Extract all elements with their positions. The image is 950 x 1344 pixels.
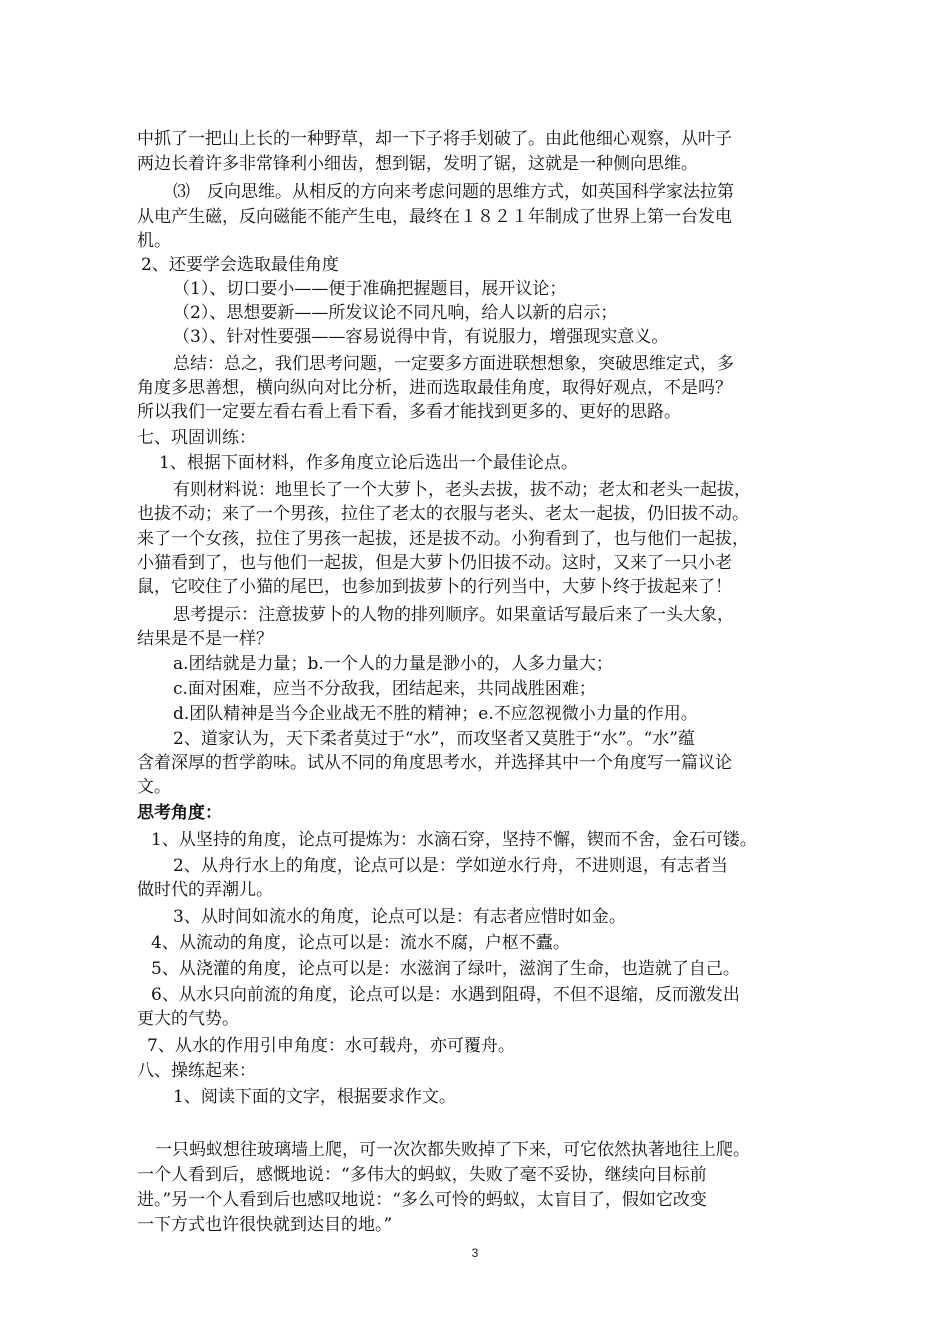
text-line: （2）、思想要新——所发议论不同凡响，给人以新的启示； xyxy=(173,303,618,323)
text-line: 来了一个女孩，拉住了男孩一起拔，还是拔不动。小狗看到了，也与他们一起拔， xyxy=(137,529,749,549)
text-line: （1）、切口要小——便于准确把握题目，展开议论； xyxy=(173,279,567,299)
text-line: 6、从水只向前流的角度，论点可以是：水遇到阻碍，不但不退缩，反而激发出 xyxy=(151,985,740,1005)
text-line: a.团结就是力量；b.一个人的力量是渺小的，人多力量大； xyxy=(173,654,613,674)
text-line: c.面对困难，应当不分敌我，团结起来，共同战胜困难； xyxy=(173,679,596,699)
text-line: 一下方式也许很快就到达目的地。” xyxy=(137,1215,393,1235)
text-line: 一个人看到后，感慨地说：“多伟大的蚂蚁，失败了毫不妥协，继续向目标前 xyxy=(137,1165,707,1185)
text-line: 2、道家认为，天下柔者莫过于“水”，而攻坚者又莫胜于“水”。“水”蕴 xyxy=(173,729,695,749)
text-line: 2、从舟行水上的角度，论点可以是：学如逆水行舟，不进则退，有志者当 xyxy=(173,856,728,876)
section-heading: 思考角度： xyxy=(137,803,222,823)
text-line: 总结：总之，我们思考问题，一定要多方面进联想想象，突破思维定式，多 xyxy=(173,354,734,374)
text-line: 更大的气势。 xyxy=(137,1009,239,1029)
text-line: d.团队精神是当今企业战无不胜的精神；e.不应忽视微小力量的作用。 xyxy=(173,704,698,724)
text-line: 2、还要学会选取最佳角度 xyxy=(141,255,339,275)
text-line: 1、根据下面材料，作多角度立论后选出一个最佳论点。 xyxy=(159,453,578,473)
text-line: 鼠，它咬住了小猫的尾巴，也参加到拔萝卜的行列当中，大萝卜终于拔起来了！ xyxy=(137,577,732,597)
text-line: 八、操练起来： xyxy=(137,1061,256,1081)
text-line: （3）、针对性要强——容易说得中肯，有说服力，增强现实意义。 xyxy=(173,327,669,347)
text-line: 7、从水的作用引申角度：水可载舟，亦可覆舟。 xyxy=(147,1036,515,1056)
text-line: 4、从流动的角度，论点可以是：流水不腐，户枢不蠹。 xyxy=(151,933,570,953)
text-line: 机。 xyxy=(137,231,171,251)
text-line: 角度多思善想，横向纵向对比分析，进而选取最佳角度，取得好观点，不是吗？ xyxy=(137,378,732,398)
text-line: 所以我们一定要左看右看上看下看，多看才能找到更多的、更好的思路。 xyxy=(137,402,681,422)
text-line: 七、巩固训练： xyxy=(137,428,256,448)
text-line: 也拔不动；来了一个男孩，拉住了老太的衣服与老头、老太一起拔，仍旧拔不动。 xyxy=(137,504,749,524)
text-line: 3、从时间如流水的角度，论点可以是：有志者应惜时如金。 xyxy=(173,907,626,927)
text-line: 思考提示：注意拔萝卜的人物的排列顺序。如果童话写最后来了一头大象， xyxy=(173,605,734,625)
text-line: 含着深厚的哲学韵味。试从不同的角度思考水，并选择其中一个角度写一篇议论 xyxy=(137,753,732,773)
text-line: 有则材料说：地里长了一个大萝卜，老头去拔，拔不动；老太和老头一起拔， xyxy=(173,480,751,500)
text-line: ⑶ 反向思维。从相反的方向来考虑问题的思维方式，如英国科学家法拉第 xyxy=(173,182,734,202)
text-line: 1、阅读下面的文字，根据要求作文。 xyxy=(173,1087,456,1107)
text-line: 中抓了一把山上长的一种野草，却一下子将手划破了。由此他细心观察，从叶子 xyxy=(137,129,732,149)
text-line: 一只蚂蚁想往玻璃墙上爬，可一次次都失败掉了下来，可它依然执著地往上爬。 xyxy=(155,1140,750,1160)
text-line: 两边长着许多非常锋利小细齿，想到锯，发明了锯，这就是一种侧向思维。 xyxy=(137,154,698,174)
text-line: 1、从坚持的角度，论点可提炼为：水滴石穿，坚持不懈，锲而不舍，金石可镂。 xyxy=(151,830,757,850)
text-line: 结果是不是一样？ xyxy=(137,629,273,649)
text-line: 进。”另一个人看到后也感叹地说：“多么可怜的蚂蚁，太盲目了，假如它改变 xyxy=(137,1190,707,1210)
text-line: 从电产生磁，反向磁能不能产生电，最终在１８２１年制成了世界上第一台发电 xyxy=(137,207,732,227)
text-line: 做时代的弄潮儿。 xyxy=(137,880,273,900)
text-line: 小猫看到了，也与他们一起拔，但是大萝卜仍旧拔不动。这时，又来了一只小老 xyxy=(137,553,732,573)
text-line: 文。 xyxy=(137,777,171,797)
page-number: 3 xyxy=(471,1246,479,1260)
text-line: 5、从浇灌的角度，论点可以是：水滋润了绿叶，滋润了生命，也造就了自己。 xyxy=(151,959,740,979)
